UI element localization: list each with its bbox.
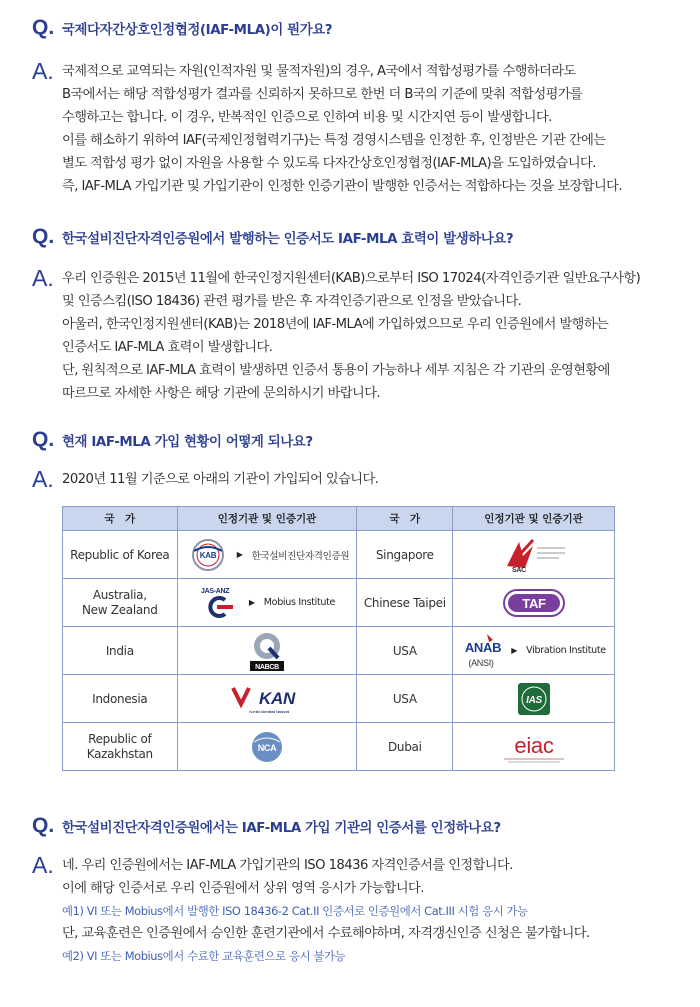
answer-line: 따르므로 자세한 사항은 해당 기관에 문의하시기 바랍니다. [62,386,381,401]
answer-line: 2020년 11월 기준으로 아래의 기관이 가입되어 있습니다. [62,472,379,487]
answer-mark: A. [32,852,54,878]
table-row [63,675,615,723]
qa-section-4 [32,814,680,967]
answer-line: 단, 원칙적으로 IAF-MLA 효력이 발생하면 인증서 통용이 가능하나 세부 지침은 각 기관의 운영현황에 [62,363,610,378]
qa-section-2 [32,225,680,405]
question-mark: Q. [32,428,55,451]
nabcb-logo-icon [247,630,287,672]
answer-body [62,468,680,491]
country-cell: USA [357,675,453,723]
answer-line: 우리 인증원은 2015년 11월에 한국인정지원센터(KAB)으로부터 ISO 17024(자격인증기관 일반요구사항) [62,271,641,286]
triangle-right-icon: ▶ [236,550,243,559]
org-cell [177,579,357,627]
country-line: Kazakhstan [86,746,153,761]
kab-logo-text: KAB [199,550,216,560]
org-cell [177,531,357,579]
ias-logo-icon [516,681,552,717]
org-cell [453,579,615,627]
taf-logo-text: TAF [521,595,546,611]
answer-line: 및 인증스킴(ISO 18436) 관련 평가를 받은 후 자격인증기관으로 인정을 받았습니다. [62,294,522,309]
country-cell: Chinese Taipei [357,579,453,627]
country-cell: Indonesia [63,675,178,723]
question-title: 국제다자간상호인정협정(IAF-MLA)이 뭔가요? [62,23,333,38]
question-title: 한국설비진단자격인증원에서는 IAF-MLA 가입 기관의 인증서를 인정하나요? [62,821,501,836]
question-mark: Q. [32,16,55,39]
question-mark: Q. [32,814,55,837]
country-cell: India [63,627,178,675]
taf-logo-icon [502,588,566,618]
org-name: Mobius Institute [263,597,336,608]
country-cell: Republic of Korea [63,531,178,579]
answer-mark: A. [32,58,54,84]
answer-mark: A. [32,466,54,492]
org-cell [177,627,357,675]
answer-line: 국제적으로 교역되는 자원(인적자원 및 물적자원)의 경우, A국에서 적합성평가를 수행하더라도 [62,64,576,79]
membership-table [62,506,615,771]
country-line: New Zealand [82,602,158,617]
example-note: 예1) VI 또는 Mobius에서 발행한 ISO 18436-2 Cat.II 인증서로 인증원에서 Cat.III 시험 응시 가능 [62,904,528,918]
header-country: 국 가 [63,507,178,531]
country-cell [63,579,178,627]
org-cell [453,531,615,579]
header-org: 인정기관 및 인증기관 [177,507,357,531]
nca-logo-icon [244,728,290,766]
example-note: 예2) VI 또는 Mobius에서 수료한 교육훈련으로 응시 불가능 [62,949,346,963]
ias-logo-text: IAS [525,694,542,706]
eiac-logo-icon [498,729,570,765]
answer-line: 이를 해소하기 위하여 IAF(국제인정협력기구)는 특정 경영시스템을 인정한 후, 인정받은 기관 간에는 [62,133,606,148]
answer-body [62,267,680,405]
table-row [63,627,615,675]
table-row [63,531,615,579]
triangle-right-icon: ▶ [511,646,518,655]
answer-line: 단, 교육훈련은 인증원에서 승인한 훈련기관에서 수료해야하며, 자격갱신인증 신청은 불가합니다. [62,926,590,941]
header-country: 국 가 [357,507,453,531]
answer-line: 별도 적합성 평가 없이 자원을 사용할 수 있도록 다자간상호인정협정(IAF-MLA)을 도입하였습니다. [62,156,596,171]
nca-logo-text: NCA [257,742,277,753]
question-mark: Q. [32,225,55,248]
country-cell: USA [357,627,453,675]
answer-line: 수행하고는 합니다. 이 경우, 반복적인 인증으로 인하여 비용 및 시간지연 등이 발생합니다. [62,110,552,125]
answer-line: 즉, IAF-MLA 가입기관 및 가입기관이 인정한 인증기관이 발행한 인증서는 적합하다는 것을 보장합니다. [62,179,622,194]
country-cell [63,723,178,771]
country-line: Australia, [92,587,147,602]
org-cell [453,675,615,723]
country-line: Republic of [88,731,152,746]
eiac-logo-text: eiac [513,732,554,758]
anab-logo-icon [461,632,505,670]
org-name: Vibration Institute [526,645,606,656]
qa-section-3 [32,428,680,491]
table-row [63,579,615,627]
org-cell [453,627,615,675]
header-org: 인정기관 및 인증기관 [453,507,615,531]
sac-logo-text: SAC [511,566,526,574]
answer-body [62,854,680,967]
table-row [63,723,615,771]
nabcb-logo-text: NABCB [255,663,279,671]
answer-body [62,60,680,198]
anab-sub-text: (ANSI) [468,657,494,668]
jas-anz-logo-icon [199,584,243,622]
kan-logo-icon [229,682,305,716]
org-cell [177,675,357,723]
triangle-right-icon: ▶ [248,598,255,607]
answer-line: 아울러, 한국인정지원센터(KAB)는 2018년에 IAF-MLA에 가입하였으므로 우리 인증원에서 발행하는 [62,317,609,332]
anab-logo-text: ANAB [465,639,502,655]
org-name: 한국설비진단자격인증원 [251,550,350,562]
qa-section-1 [32,16,680,198]
country-cell: Dubai [357,723,453,771]
question-title: 한국설비진단자격인증원에서 발행하는 인증서도 IAF-MLA 효력이 발생하나요? [62,232,514,247]
org-cell [453,723,615,771]
kan-logo-text: KAN [259,688,295,708]
org-cell [177,723,357,771]
kan-sub-text: Komite Akreditasi Nasional [249,708,289,714]
question-title: 현재 IAF-MLA 가입 현황이 어떻게 되나요? [62,435,313,450]
answer-line: 이에 해당 인증서로 우리 인증원에서 상위 영역 응시가 가능합니다. [62,881,424,896]
answer-mark: A. [32,265,54,291]
table-header-row [63,507,615,531]
sac-logo-icon [499,536,569,574]
jas-anz-logo-text: JAS-ANZ [200,587,230,595]
answer-line: 네. 우리 인증원에서는 IAF-MLA 가입기관의 ISO 18436 자격인증서를 인정합니다. [62,858,513,873]
kab-logo-icon [185,538,231,572]
answer-line: B국에서는 해당 적합성평가 결과를 신뢰하지 못하므로 한번 더 B국의 기준에 맞춰 적합성평가를 [62,87,583,102]
country-cell: Singapore [357,531,453,579]
answer-line: 인증서도 IAF-MLA 효력이 발생합니다. [62,340,273,355]
